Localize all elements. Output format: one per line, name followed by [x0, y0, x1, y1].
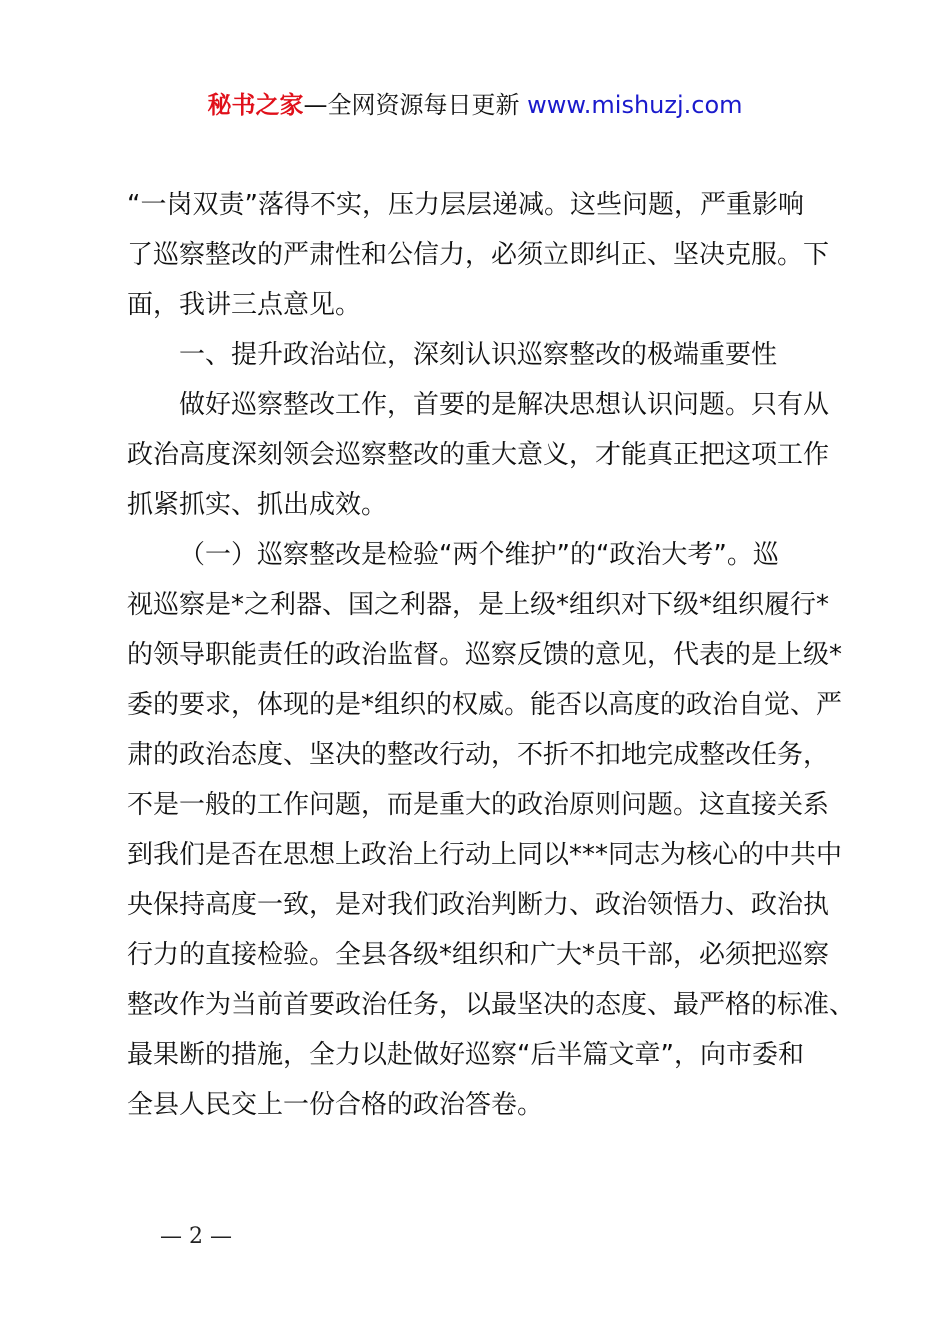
text-line: 做好巡察整改工作，首要的是解决思想认识问题。只有从 [179, 390, 830, 420]
text-line: 了巡察整改的严肃性和公信力，必须立即纠正、坚决克服。下 [127, 240, 830, 270]
document-body [127, 180, 856, 1130]
paragraph-subsection-1 [127, 530, 856, 1130]
text-line: 到我们是否在思想上政治上行动上同以***同志为核心的中共中 [127, 840, 843, 870]
section-heading-1 [127, 330, 847, 380]
text-line: 政治高度深刻领会巡察整改的重大意义，才能真正把这项工作 [127, 440, 830, 470]
site-url-link[interactable]: www.mishuzj.com [527, 91, 743, 119]
paragraph-section-1-intro [127, 380, 847, 530]
text-line: 视巡察是*之利器、国之利器，是上级*组织对下级*组织履行* [127, 590, 830, 620]
paragraph-intro [127, 180, 847, 330]
text-line: 肃的政治态度、坚决的整改行动，不折不扣地完成整改任务， [127, 740, 830, 770]
text-line: 抓紧抓实、抓出成效。 [127, 490, 388, 520]
text-line: 整改作为当前首要政治任务，以最坚决的态度、最严格的标准、 [127, 990, 856, 1020]
text-line: 的领导职能责任的政治监督。巡察反馈的意见，代表的是上级* [127, 640, 843, 670]
page-number: — 2 — [160, 1224, 232, 1249]
site-tagline: —全网资源每日更新 [303, 91, 528, 119]
text-line: 全县人民交上一份合格的政治答卷。 [127, 1090, 544, 1120]
text-line: 不是一般的工作问题，而是重大的政治原则问题。这直接关系 [127, 790, 830, 820]
text-line: 面，我讲三点意见。 [127, 290, 362, 320]
site-header [0, 88, 950, 122]
text-line: 委的要求，体现的是*组织的权威。能否以高度的政治自觉、严 [127, 690, 843, 720]
text-line: （一）巡察整改是检验“两个维护”的“政治大考”。巡 [179, 540, 779, 570]
text-line: “一岗双责”落得不实，压力层层递减。这些问题，严重影响 [127, 190, 804, 220]
site-brand: 秘书之家 [207, 91, 304, 119]
text-line: 央保持高度一致，是对我们政治判断力、政治领悟力、政治执 [127, 890, 830, 920]
text-line: 最果断的措施，全力以赴做好巡察“后半篇文章”，向市委和 [127, 1040, 804, 1070]
heading-text: 一、提升政治站位，深刻认识巡察整改的极端重要性 [179, 340, 778, 370]
text-line: 行力的直接检验。全县各级*组织和广大*员干部，必须把巡察 [127, 940, 830, 970]
